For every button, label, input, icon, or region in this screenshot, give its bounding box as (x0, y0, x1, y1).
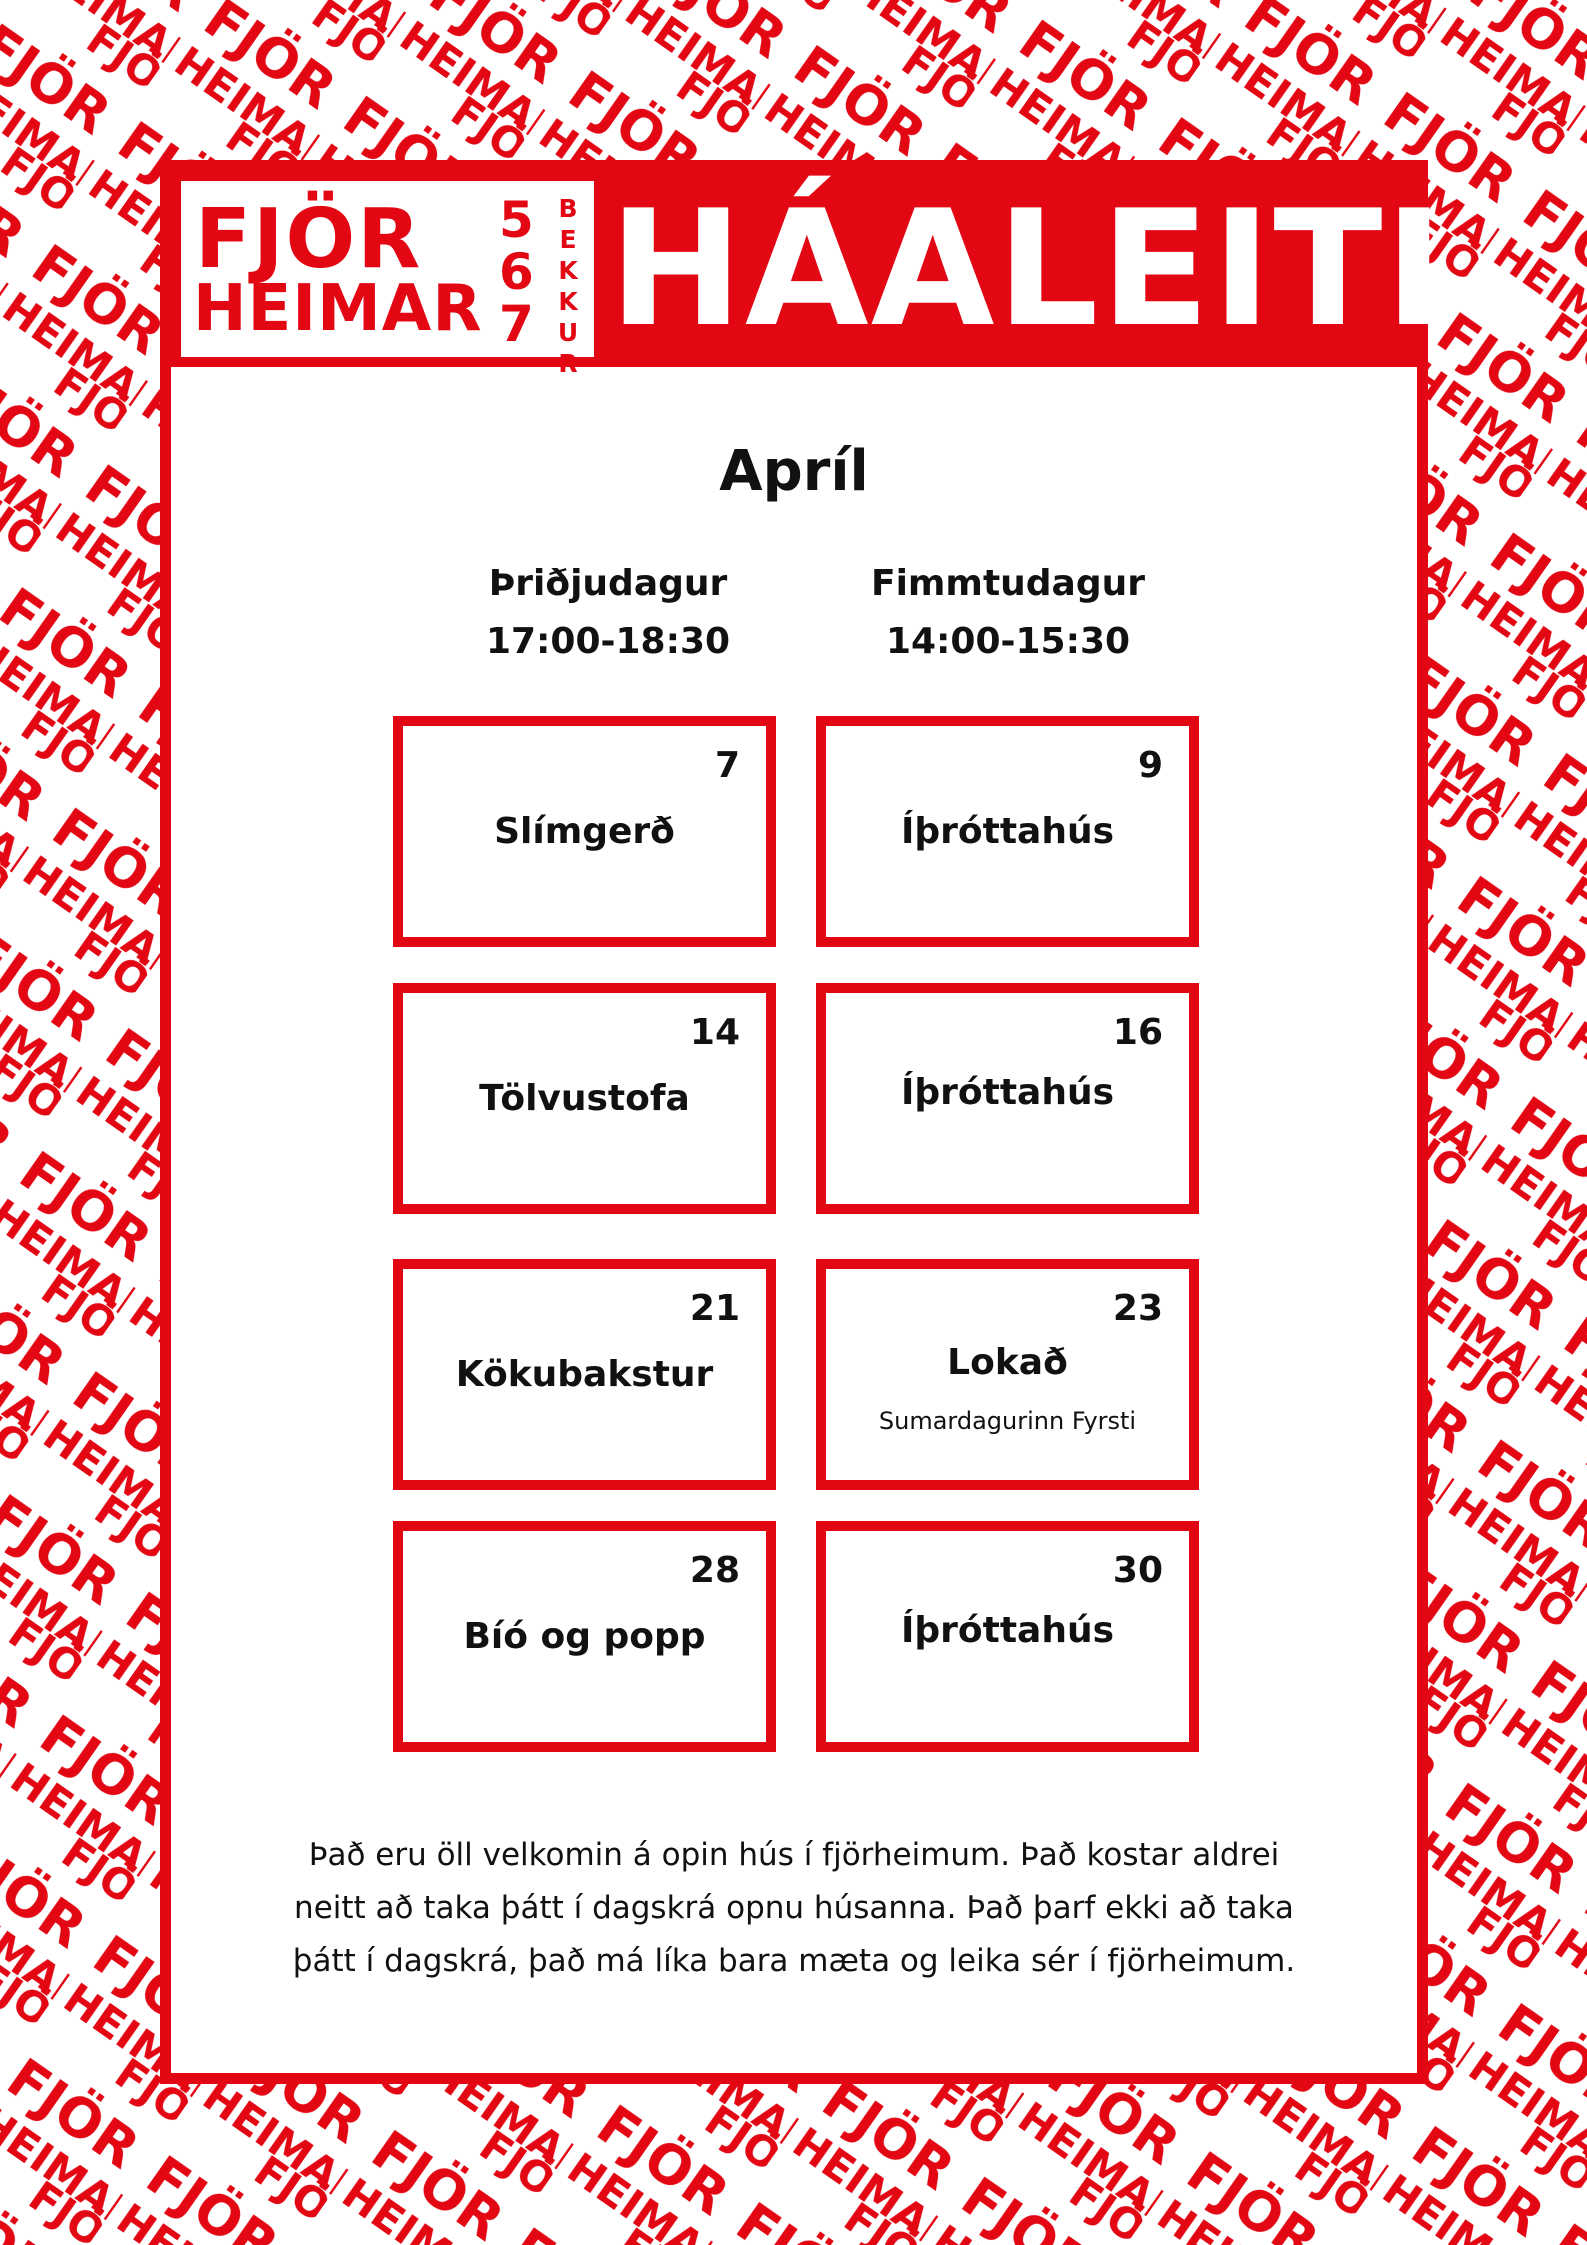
info-text (231, 1829, 1357, 1988)
event-activity: Kökubakstur (455, 1354, 714, 1395)
event-card (816, 1521, 1199, 1752)
logo-heimar: HEIMAR (193, 272, 483, 346)
info-line: Það eru öll velkomin á opin hús í fjörheimum. Það kostar aldrei (308, 1837, 1280, 1873)
event-date: 7 (714, 745, 740, 786)
info-line: neitt að taka þátt í dagskrá opnu húsanna. Það þarf ekki að taka (294, 1890, 1294, 1926)
time-range: 14:00-15:30 (885, 621, 1131, 662)
grade-label-letter: R (558, 349, 578, 378)
thursday-header (848, 555, 1168, 671)
time-range: 17:00-18:30 (485, 621, 731, 662)
event-date: 9 (1137, 745, 1163, 786)
event-date: 14 (689, 1012, 740, 1053)
page-title: HÁALEITI (609, 175, 1447, 362)
event-date: 30 (1112, 1550, 1163, 1591)
weekday-label: Þriðjudagur (488, 563, 728, 604)
event-activity: Bíó og popp (463, 1616, 706, 1657)
event-card (816, 983, 1199, 1214)
event-card (393, 983, 776, 1214)
grade-label-letter: U (557, 318, 579, 347)
event-date: 16 (1112, 1012, 1163, 1053)
grade-5: 5 (499, 191, 534, 249)
month-heading: Apríl (719, 439, 869, 504)
fjorheimar-logo (181, 181, 594, 378)
event-date: 21 (689, 1288, 740, 1329)
grade-label (553, 193, 583, 379)
info-line: þátt í dagskrá, það má líka bara mæta og leika sér í fjörheimum. (292, 1943, 1296, 1979)
grade-label-letter: K (558, 256, 578, 285)
grade-7: 7 (499, 295, 534, 353)
event-note: Sumardagurinn Fyrsti (878, 1407, 1137, 1435)
event-activity: Íþróttahús (900, 1072, 1115, 1113)
grade-label-letter: K (558, 287, 578, 316)
event-card (393, 1259, 776, 1490)
event-activity: Íþróttahús (900, 1610, 1115, 1651)
event-card (393, 716, 776, 947)
poster-panel (160, 160, 1447, 2084)
tuesday-header (448, 555, 768, 671)
event-card (393, 1521, 776, 1752)
header-banner (171, 171, 1447, 378)
event-activity: Lokað (947, 1342, 1068, 1383)
event-card (816, 716, 1199, 947)
event-date: 23 (1112, 1288, 1163, 1329)
event-activity: Slímgerð (494, 811, 675, 852)
grade-label-letter: B (558, 194, 578, 223)
event-activity: Tölvustofa (479, 1078, 690, 1119)
weekday-label: Fimmtudagur (870, 563, 1145, 604)
event-date: 28 (689, 1550, 740, 1591)
grade-label-letter: E (559, 225, 577, 254)
event-card-closed (816, 1259, 1199, 1490)
logo-fjor: FJÖR (195, 192, 423, 287)
event-activity: Íþróttahús (900, 811, 1115, 852)
grade-6: 6 (499, 243, 534, 301)
